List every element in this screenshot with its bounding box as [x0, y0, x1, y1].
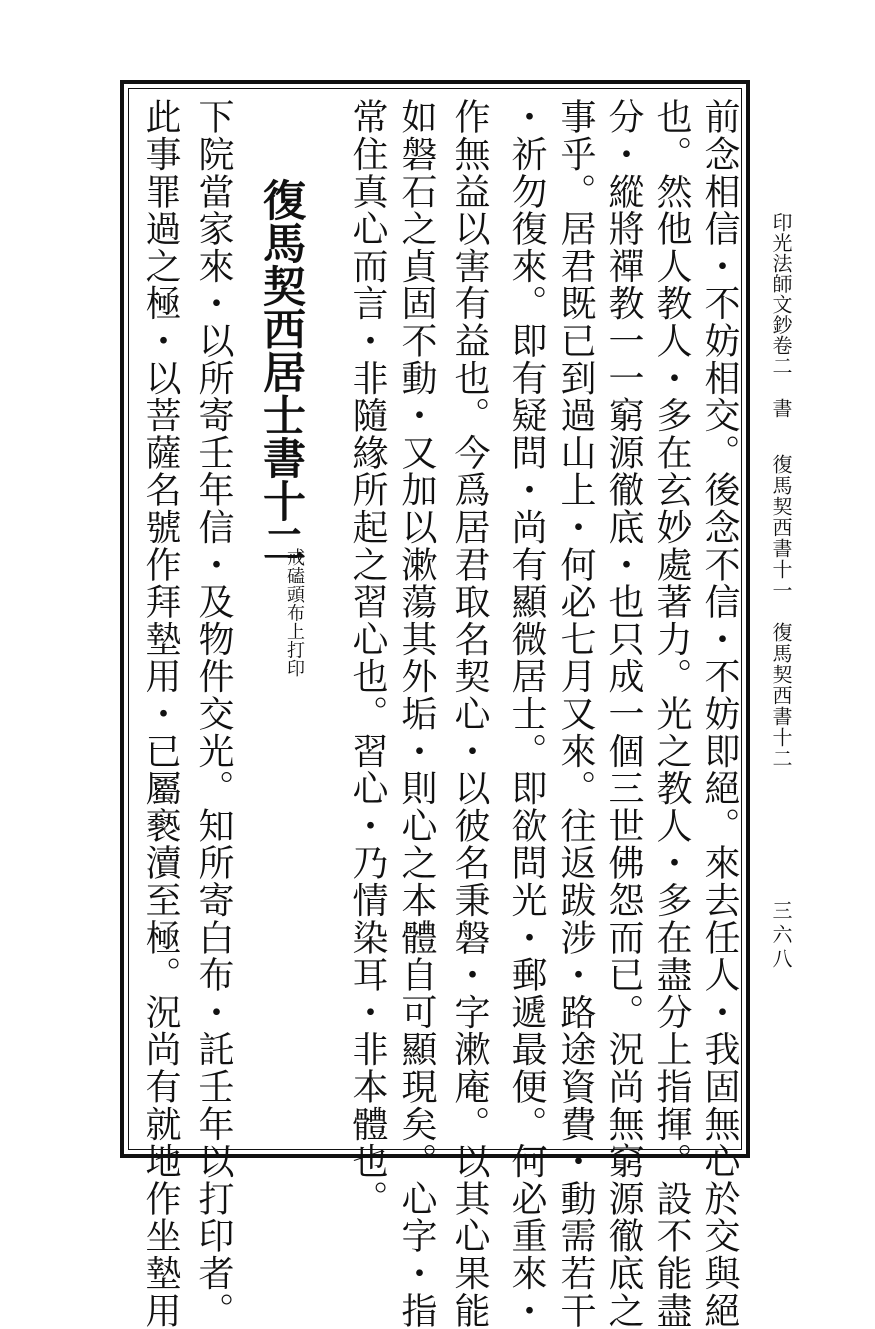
section-label: 書: [769, 398, 793, 419]
running-titles: 復馬契西書十一 復馬契西書十二: [769, 454, 793, 769]
letter-subtitle: 戒磕頭布上打印: [284, 548, 305, 678]
text-column-2: 也。然他人教人・多在玄妙處著力。光之教人・多在盡分上指揮。設不能盡: [651, 98, 692, 1329]
letter-title: 復馬契西居士書十二: [256, 178, 306, 565]
text-column-3: 分・縱將禪教一一窮源徹底・也只成一個三世佛怨而已。況尚無窮源徹底之: [603, 98, 644, 1329]
text-column-9: 下院當家來・以所寄壬年信・及物件交光。知所寄白布・託壬年以打印者。: [193, 98, 234, 1329]
text-column-7: 如磐石之貞固不動・又加以漱蕩其外垢・則心之本體自可顯現矣。心字・指: [396, 98, 437, 1329]
text-column-6: 作無益以害有益也。今爲居君取名契心・以彼名秉磐・字漱庵。以其心果能: [449, 98, 490, 1329]
text-column-10: 此事罪過之極・以菩薩名號作拜墊用・已屬褻瀆至極。況尚有就地作坐墊用: [140, 98, 181, 1329]
book-title: 印光法師文鈔卷二: [769, 212, 793, 376]
text-column-1: 前念相信・不妨相交。後念不信・不妨即絕。來去任人・我固無心於交與絕: [699, 98, 740, 1329]
text-column-4: 事乎。居君既已到過山上・何必七月又來。往返跋涉・路途資費・動需若干: [555, 98, 596, 1329]
page-number: 三六八: [769, 900, 793, 972]
text-column-5: ・祈勿復來。即有疑問・尚有顯微居士。即欲問光・郵遞最便。何必重來・: [506, 98, 547, 1329]
text-column-8: 常住真心而言・非隨緣所起之習心也。習心・乃情染耳・非本體也。: [347, 98, 388, 1217]
